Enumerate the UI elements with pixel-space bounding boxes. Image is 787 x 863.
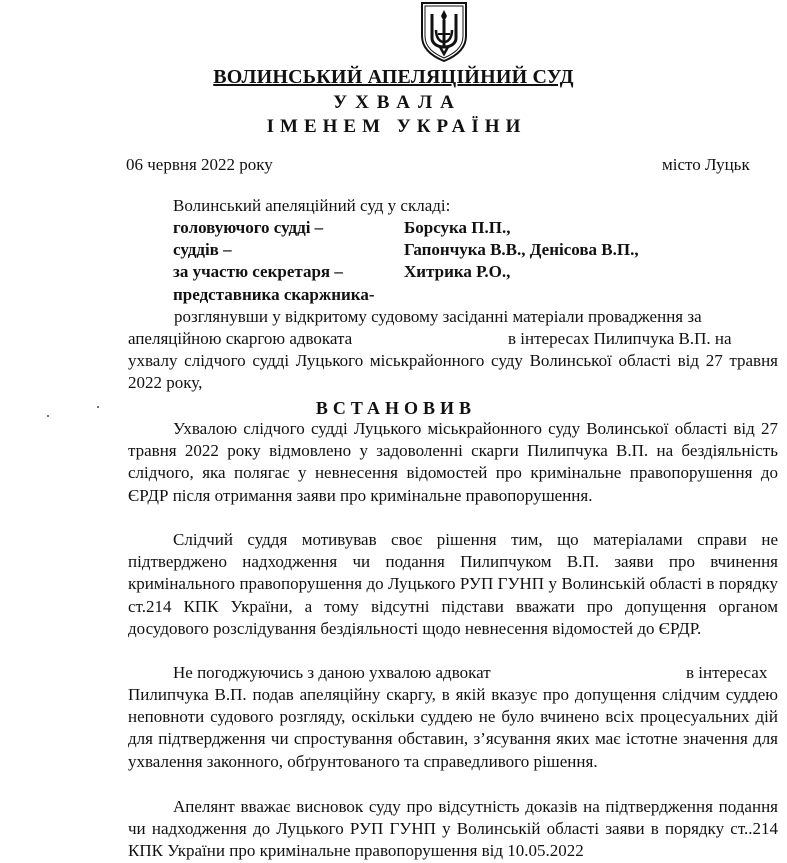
composition-row xyxy=(173,284,773,306)
document-type: УХВАЛА xyxy=(333,92,462,113)
scan-speck xyxy=(47,415,49,417)
role-person: Хитрика Р.О., xyxy=(404,262,511,282)
role-label: головуючого судді – xyxy=(173,218,324,237)
body-paragraph: Ухвалою слідчого судді Луцького міськрайонного суду Волинської області від 27 травня 2022 року відмовлено у задоволенні скарги Пилипчука В.П. на бездіяльність слідчого, яка полягає у невнесення відомостей про кримінальне правопорушення до ЄРДР після отримання заяви про кримінальне правопорушення. xyxy=(128,419,778,505)
composition-row xyxy=(173,217,773,239)
body-paragraph: Апелянт вважає висновок суду про відсутність доказів на підтвердження подання чи надходження до Луцького РУП ГУНП у Волинській області заяви в порядку ст..214 КПК України про кримінальне правопорушення від 10.05.2022 xyxy=(128,797,778,861)
document-date: 06 червня 2022 року xyxy=(126,155,273,174)
role-label: за участю секретаря – xyxy=(173,262,343,282)
scan-speck xyxy=(97,406,99,408)
section-heading: ВСТАНОВИВ xyxy=(315,398,477,418)
paragraph3-rest: Пилипчука В.П. подав апеляційну скаргу, в якій вказує про допущення слідчим суддею неповноти судового розгляду, оскільки суддею не було вчинено всіх процесуальних дій для підтвердження чи спростування обставин, з’ясування яких має істотне значення для ухвалення законного, обґрунтованого та справедливого рішення. xyxy=(128,685,778,771)
role-person: Гапончука В.В., Денісова В.П., xyxy=(404,240,639,260)
court-name: ВОЛИНСЬКИЙ АПЕЛЯЦІЙНИЙ СУД xyxy=(213,66,574,88)
body-paragraph: Слідчий суддя мотивував своє рішення тим, що матеріалами справи не підтверджено надходження чи подання Пилипчуком В.П. заяви про вчинення кримінального правопорушення до Луцького РУП ГУНП у Волинській області в порядку ст.214 КПК України, а тому відсутні підстави вважати про допущення органом досудового розслідування бездіяльності щодо невнесення відомостей до ЄРДР. xyxy=(128,530,778,638)
document-city: місто Луцьк xyxy=(662,155,750,174)
paragraph3-line1a: Не погоджуючись з даною ухвалою адвокат xyxy=(173,663,491,682)
intro-line-2b: в інтересах Пилипчука В.П. на xyxy=(508,329,732,348)
intro-paragraph-rest: ухвалу слідчого судді Луцького міськрайонного суду Волинської області від 27 травня 2022 року, xyxy=(128,351,778,393)
in-the-name-of: ІМЕНЕМ УКРАЇНИ xyxy=(266,116,527,137)
composition-row xyxy=(173,261,773,283)
court-composition xyxy=(173,217,773,306)
role-label: представника скаржника- xyxy=(173,284,375,304)
role-label: суддів – xyxy=(173,240,232,260)
composition-intro: Волинський апеляційний суд у складі: xyxy=(173,196,451,215)
paragraph3-line1b: в інтересах xyxy=(686,663,768,682)
role-person: Борсука П.П., xyxy=(404,218,511,237)
intro-line-2a: апеляційною скаргою адвоката xyxy=(128,329,353,348)
intro-line-1: розглянувши у відкритому судовому засіданні матеріали провадження за xyxy=(174,307,702,326)
coat-of-arms-icon xyxy=(418,0,470,62)
composition-row xyxy=(173,239,773,261)
